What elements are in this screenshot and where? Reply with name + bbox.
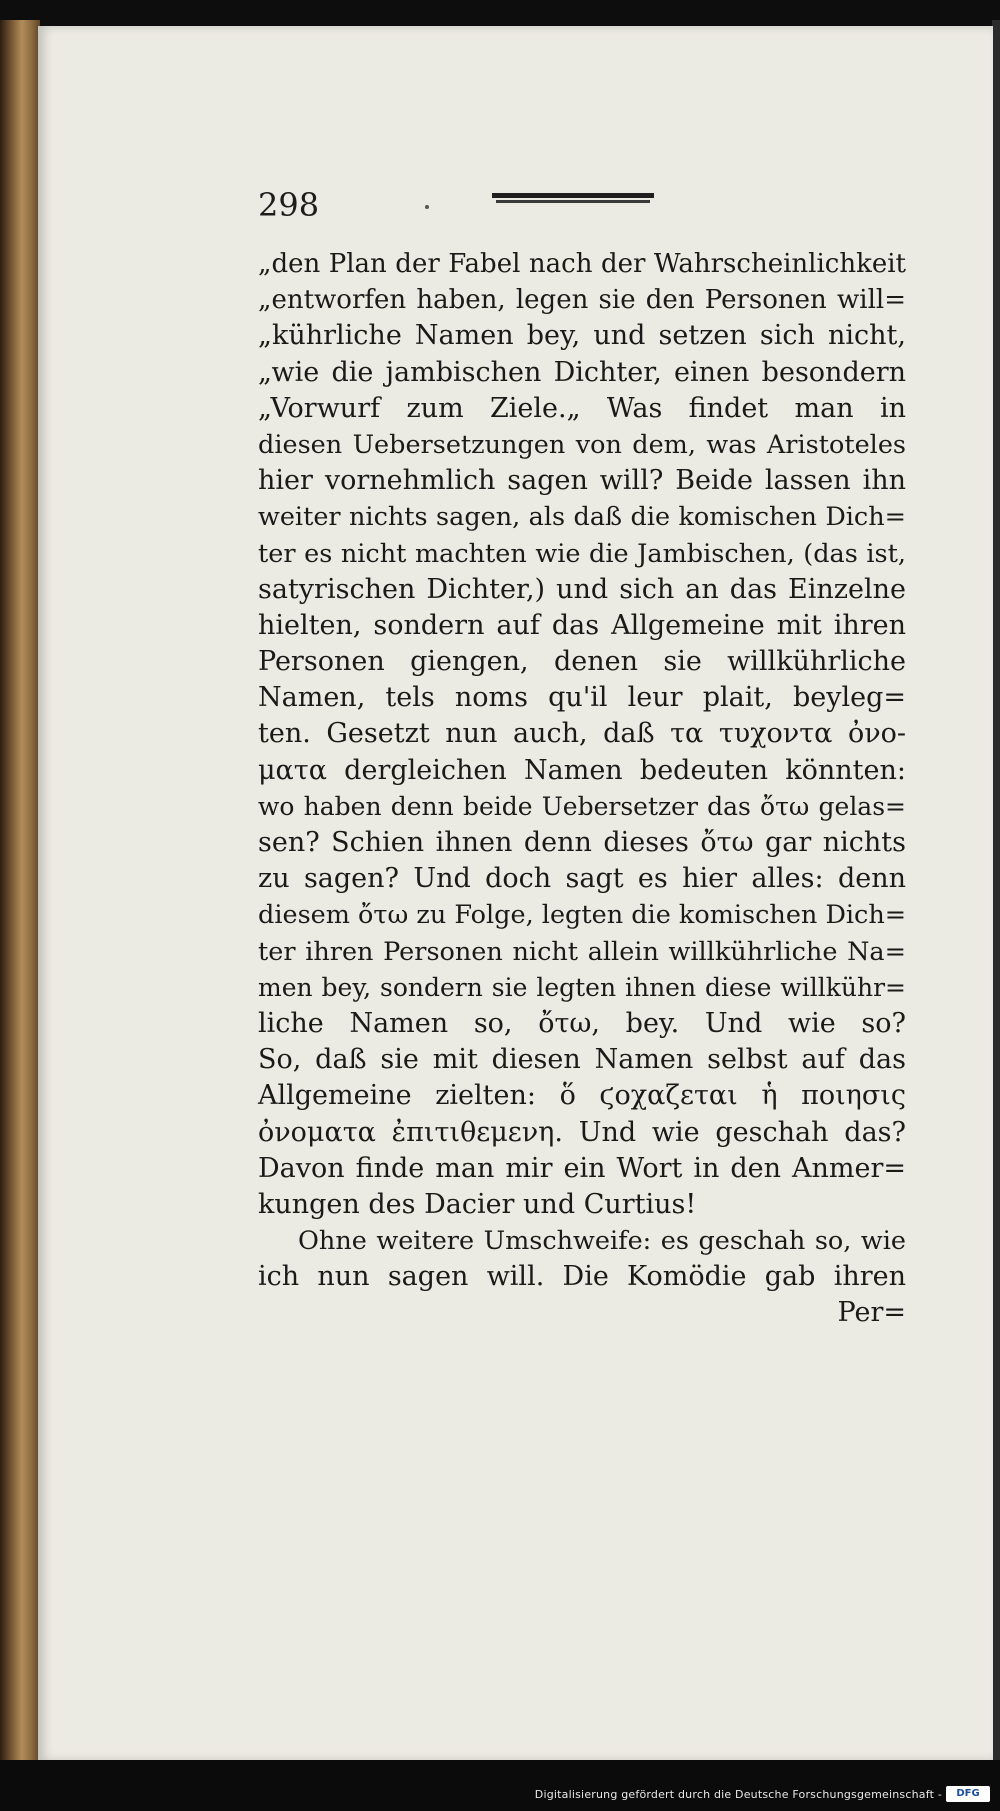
text-line: „entworfen haben, legen sie den Personen will= — [258, 285, 906, 316]
text-line: ὀνοματα ἐπιτιθεμενη. Und wie geschah das? — [258, 1116, 906, 1148]
bottom-scan-border — [0, 1760, 1000, 1811]
digitization-credit: Digitalisierung gefördert durch die Deutsche Forschungsgemeinschaft - — [534, 1788, 942, 1801]
text-line: sen? Schien ihnen denn dieses ὄτω gar nichts — [258, 827, 906, 858]
ornament-bar-bottom — [496, 200, 650, 203]
text-line: wo haben denn beide Uebersetzer das ὄτω gelas= — [258, 791, 906, 821]
text-line: ter es nicht machten wie die Jambischen, (das ist, — [258, 538, 906, 569]
text-line: Ohne weitere Umschweife: es geschah so, wie — [298, 1226, 906, 1257]
text-line: ten. Gesetzt nun auch, daß τα τυχοντα ὀνο- — [258, 718, 906, 750]
text-line: diesen Uebersetzungen von dem, was Aristoteles — [258, 429, 906, 460]
text-line: weiter nichts sagen, als daß die komischen Dich= — [258, 502, 906, 533]
text-line: „kührliche Namen bey, und setzen sich nicht, — [258, 320, 906, 352]
text-line: hielten, sondern auf das Allgemeine mit ihren — [258, 609, 906, 641]
right-scan-border — [992, 20, 1000, 1765]
ink-dot — [425, 205, 429, 209]
text-line: Namen, tels noms qu'il leur plait, beyleg= — [258, 682, 906, 714]
text-line: So, daß sie mit diesen Namen selbst auf das — [258, 1044, 906, 1076]
text-line: satyrischen Dichter,) und sich an das Einzelne — [258, 573, 906, 605]
page-number: 298 — [258, 186, 320, 224]
text-line: kungen des Dacier und Curtius! — [258, 1188, 697, 1220]
text-line: men bey, sondern sie legten ihnen diese willkühr= — [258, 972, 906, 1002]
text-line: zu sagen? Und doch sagt es hier alles: denn — [258, 863, 906, 895]
text-line: Personen giengen, denen sie willkührliche — [258, 646, 906, 678]
catchword: Per= — [837, 1297, 906, 1329]
text-line: ich nun sagen will. Die Komödie gab ihren — [258, 1261, 906, 1293]
book-spine-edge — [0, 20, 40, 1760]
text-line: „Vorwurf zum Ziele.„ Was findet man in — [258, 392, 906, 424]
text-line: ματα dergleichen Namen bedeuten könnten: — [258, 754, 906, 786]
body-text — [258, 246, 906, 1332]
dfg-logo: DFG — [946, 1786, 990, 1802]
ornament-bar-top — [492, 193, 654, 198]
text-line: Allgemeine zielten: ὅ ϛοχαζεται ἡ ποιησις — [258, 1080, 906, 1112]
text-line: hier vornehmlich sagen will? Beide lassen ihn — [258, 465, 906, 497]
text-line: diesem ὄτω zu Folge, legten die komischen Dich= — [258, 900, 907, 931]
text-line: liche Namen so, ὄτω, bey. Und wie so? — [258, 1007, 906, 1039]
text-line: „wie die jambischen Dichter, einen besondern — [258, 356, 906, 388]
text-line: Davon finde man mir ein Wort in den Anmer= — [258, 1152, 906, 1184]
header-ornament-rule — [492, 193, 654, 205]
text-line: „den Plan der Fabel nach der Wahrscheinlichkeit — [258, 249, 906, 279]
text-line: ter ihren Personen nicht allein willkührliche Na= — [258, 936, 906, 967]
